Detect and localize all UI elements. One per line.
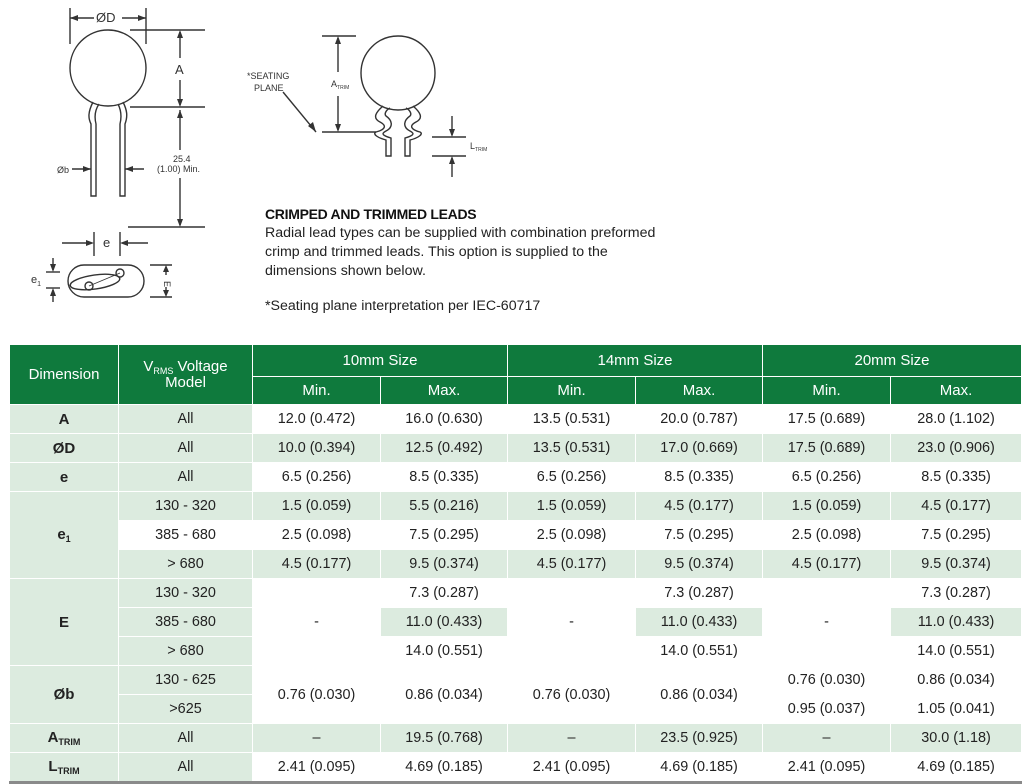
notes-body-line: Radial lead types can be supplied with combination preformed xyxy=(265,225,656,241)
header-max: Max. xyxy=(636,377,763,405)
dim-ltrim: $L_{TRIM}$ xyxy=(10,753,119,783)
header-min: Min. xyxy=(253,377,381,405)
cell: 2.5 (0.098) xyxy=(763,521,891,550)
header-model-label: Model xyxy=(165,374,206,391)
label-lead-length-min: (1.00) Min. xyxy=(157,164,201,174)
cell: 385 - 680 xyxy=(119,608,253,637)
cell: 9.5 (0.374) xyxy=(381,550,508,579)
cell: 2.41 (0.095) xyxy=(253,753,381,783)
header-model xyxy=(119,345,253,405)
cell: 9.5 (0.374) xyxy=(636,550,763,579)
table-row xyxy=(10,579,1022,608)
lead-left xyxy=(89,102,99,196)
cell: 14.0 (0.551) xyxy=(636,637,763,666)
cell: 12.0 (0.472) xyxy=(253,405,381,434)
cell: 2.5 (0.098) xyxy=(508,521,636,550)
cell: 130 - 625 xyxy=(119,666,253,695)
cell: 130 - 320 xyxy=(119,579,253,608)
cell: 2.41 (0.095) xyxy=(763,753,891,783)
cell: – xyxy=(508,724,636,753)
crimped-lead-left xyxy=(375,106,392,156)
label-lead-length: 25.4 xyxy=(173,154,191,164)
cell: 7.3 (0.287) xyxy=(381,579,508,608)
cell: 0.95 (0.037) xyxy=(763,695,891,724)
cell: – xyxy=(763,724,891,753)
cell: 2.41 (0.095) xyxy=(508,753,636,783)
notes-body xyxy=(265,224,735,281)
cell: 7.3 (0.287) xyxy=(891,579,1022,608)
cell: 23.0 (0.906) xyxy=(891,434,1022,463)
cell: 28.0 (1.102) xyxy=(891,405,1022,434)
cell: 6.5 (0.256) xyxy=(508,463,636,492)
label-A: A xyxy=(175,62,184,77)
cell: 9.5 (0.374) xyxy=(891,550,1022,579)
dim-D: ØD xyxy=(10,434,119,463)
cell: - xyxy=(508,579,636,666)
cell: > 680 xyxy=(119,550,253,579)
table-row xyxy=(10,434,1022,463)
cell: 8.5 (0.335) xyxy=(381,463,508,492)
cell: 14.0 (0.551) xyxy=(381,637,508,666)
table-row xyxy=(10,521,1022,550)
crimped-leads-notes xyxy=(265,206,735,314)
cell: 13.5 (0.531) xyxy=(508,434,636,463)
cell: 0.86 (0.034) xyxy=(891,666,1022,695)
cell: 4.5 (0.177) xyxy=(763,550,891,579)
cell: All xyxy=(119,405,253,434)
cell: 7.5 (0.295) xyxy=(891,521,1022,550)
label-a-trim: $A_{TRIM}$ xyxy=(331,79,350,91)
header-vrms: $V_{RMS}$ Voltage xyxy=(143,358,228,376)
cell: 14.0 (0.551) xyxy=(891,637,1022,666)
cell: 30.0 (1.18) xyxy=(891,724,1022,753)
cell: > 680 xyxy=(119,637,253,666)
label-seating-plane-2: PLANE xyxy=(254,83,284,93)
cell: 4.5 (0.177) xyxy=(508,550,636,579)
cell: 7.3 (0.287) xyxy=(636,579,763,608)
cell: 6.5 (0.256) xyxy=(763,463,891,492)
cell: 17.5 (0.689) xyxy=(763,405,891,434)
header-max: Max. xyxy=(381,377,508,405)
cell: 0.76 (0.030) xyxy=(508,666,636,724)
cell: 7.5 (0.295) xyxy=(636,521,763,550)
table-row xyxy=(10,550,1022,579)
label-diameter-b: Øb xyxy=(57,165,70,175)
label-e: e xyxy=(103,235,111,250)
cell: >625 xyxy=(119,695,253,724)
cell: 17.5 (0.689) xyxy=(763,434,891,463)
cell: 23.5 (0.925) xyxy=(636,724,763,753)
label-l-trim: $L_{TRIM}$ xyxy=(470,141,488,153)
cell: 16.0 (0.630) xyxy=(381,405,508,434)
cell: 12.5 (0.492) xyxy=(381,434,508,463)
cell: 11.0 (0.433) xyxy=(636,608,763,637)
dim-e: e xyxy=(10,463,119,492)
cell: 10.0 (0.394) xyxy=(253,434,381,463)
cell: 4.5 (0.177) xyxy=(891,492,1022,521)
notes-title: CRIMPED AND TRIMMED LEADS xyxy=(265,206,477,222)
table-row xyxy=(10,405,1022,434)
dim-b: Øb xyxy=(10,666,119,724)
cell: 20.0 (0.787) xyxy=(636,405,763,434)
header-min: Min. xyxy=(763,377,891,405)
cell: 2.5 (0.098) xyxy=(253,521,381,550)
label-e1: $e_1$ xyxy=(31,274,42,288)
cell: 4.69 (0.185) xyxy=(381,753,508,783)
cell: 1.5 (0.059) xyxy=(508,492,636,521)
cell: 13.5 (0.531) xyxy=(508,405,636,434)
dim-E: E xyxy=(10,579,119,666)
cell: All xyxy=(119,434,253,463)
cell: 8.5 (0.335) xyxy=(636,463,763,492)
cell: All xyxy=(119,753,253,783)
cell: 4.5 (0.177) xyxy=(253,550,381,579)
cell: 0.86 (0.034) xyxy=(636,666,763,724)
notes-body-line: dimensions shown below. xyxy=(265,263,426,279)
label-E: E xyxy=(162,281,172,288)
cell: 130 - 320 xyxy=(119,492,253,521)
label-seating-plane-1: *SEATING xyxy=(247,71,290,81)
cell: 5.5 (0.216) xyxy=(381,492,508,521)
cell: 11.0 (0.433) xyxy=(381,608,508,637)
notes-footnote: *Seating plane interpretation per IEC-60717 xyxy=(265,298,541,314)
disc-body xyxy=(70,30,146,106)
cell: 4.69 (0.185) xyxy=(891,753,1022,783)
dim-e1: $e_1$ xyxy=(10,492,119,579)
dim-atrim: $A_{TRIM}$ xyxy=(10,724,119,753)
cell: 6.5 (0.256) xyxy=(253,463,381,492)
dimensions-table xyxy=(9,344,1022,784)
header-20mm: 20mm Size xyxy=(763,345,1022,377)
header-min: Min. xyxy=(508,377,636,405)
cell: - xyxy=(253,579,381,666)
cell: - xyxy=(763,579,891,666)
cell: 0.76 (0.030) xyxy=(253,666,381,724)
table-row xyxy=(10,724,1022,753)
dim-A: A xyxy=(10,405,119,434)
notes-body-line: crimp and trimmed leads. This option is supplied to the xyxy=(265,244,608,260)
header-max: Max. xyxy=(891,377,1022,405)
cell: 8.5 (0.335) xyxy=(891,463,1022,492)
cell: All xyxy=(119,463,253,492)
cell: 1.05 (0.041) xyxy=(891,695,1022,724)
cell: 4.69 (0.185) xyxy=(636,753,763,783)
cell: 7.5 (0.295) xyxy=(381,521,508,550)
cell: 4.5 (0.177) xyxy=(636,492,763,521)
header-dimension: Dimension xyxy=(10,345,119,405)
table-row xyxy=(10,492,1022,521)
table-row xyxy=(10,753,1022,783)
cell: – xyxy=(253,724,381,753)
cell: 1.5 (0.059) xyxy=(763,492,891,521)
cell: 11.0 (0.433) xyxy=(891,608,1022,637)
cell: 0.86 (0.034) xyxy=(381,666,508,724)
cell: 19.5 (0.768) xyxy=(381,724,508,753)
table-row xyxy=(10,463,1022,492)
crimped-disc-body xyxy=(361,36,435,110)
header-10mm: 10mm Size xyxy=(253,345,508,377)
cell: 0.76 (0.030) xyxy=(763,666,891,695)
lead-right xyxy=(118,102,127,196)
cell: All xyxy=(119,724,253,753)
cell: 385 - 680 xyxy=(119,521,253,550)
cell: 1.5 (0.059) xyxy=(253,492,381,521)
label-diameter-D: ØD xyxy=(96,10,116,25)
crimped-lead-right xyxy=(405,106,422,156)
header-14mm: 14mm Size xyxy=(508,345,763,377)
cell: 17.0 (0.669) xyxy=(636,434,763,463)
table-row xyxy=(10,666,1022,695)
